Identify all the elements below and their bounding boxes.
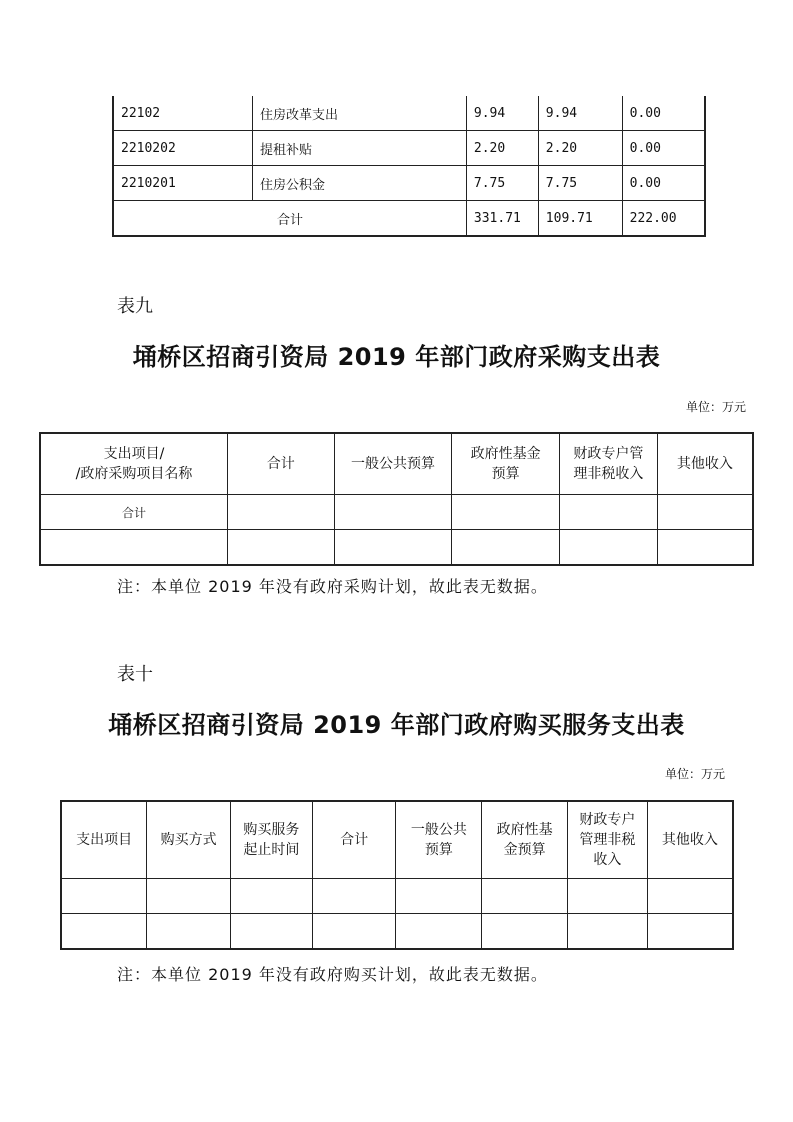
header-general-budget: 一般公共 预算 bbox=[396, 801, 482, 879]
table-row bbox=[113, 131, 705, 166]
section10-note: 注：本单位 2019 年没有政府购买计划，故此表无数据。 bbox=[117, 965, 548, 984]
empty-row bbox=[61, 914, 733, 950]
section10-label: 表十 bbox=[117, 664, 153, 685]
basic-cell: 2.20 bbox=[538, 131, 622, 166]
total-row bbox=[113, 201, 705, 237]
header-special-account: 财政专户 管理非税 收入 bbox=[567, 801, 647, 879]
table-row bbox=[113, 96, 705, 131]
total-row bbox=[40, 495, 753, 530]
basic-cell: 7.75 bbox=[538, 166, 622, 201]
project-cell: 0.00 bbox=[622, 131, 705, 166]
code-cell: 22102 bbox=[113, 96, 253, 131]
header-other-income: 其他收入 bbox=[657, 433, 753, 495]
total-cell: 7.75 bbox=[466, 166, 538, 201]
section9-label: 表九 bbox=[117, 296, 153, 317]
project-cell: 0.00 bbox=[622, 96, 705, 131]
header-special-account: 财政专户管 理非税收入 bbox=[559, 433, 657, 495]
total-cell: 2.20 bbox=[466, 131, 538, 166]
empty-row bbox=[40, 530, 753, 566]
basic-cell: 109.71 bbox=[538, 201, 622, 237]
header-row bbox=[40, 433, 753, 495]
project-cell: 222.00 bbox=[622, 201, 705, 237]
header-period: 购买服务 起止时间 bbox=[230, 801, 312, 879]
header-general-budget: 一般公共预算 bbox=[334, 433, 452, 495]
name-cell: 住房公积金 bbox=[253, 166, 467, 201]
header-method: 购买方式 bbox=[147, 801, 231, 879]
header-item: 支出项目 bbox=[61, 801, 147, 879]
name-cell: 提租补贴 bbox=[253, 131, 467, 166]
name-cell: 住房改革支出 bbox=[253, 96, 467, 131]
code-cell: 2210201 bbox=[113, 166, 253, 201]
expenditure-table-continued bbox=[112, 96, 706, 237]
project-cell: 0.00 bbox=[622, 166, 705, 201]
header-row bbox=[61, 801, 733, 879]
section9-unit: 单位：万元 bbox=[685, 400, 746, 414]
section10-title: 埇桥区招商引资局 2019 年部门政府购买服务支出表 bbox=[108, 711, 685, 739]
basic-cell: 9.94 bbox=[538, 96, 622, 131]
total-cell: 9.94 bbox=[466, 96, 538, 131]
header-other-income: 其他收入 bbox=[647, 801, 733, 879]
header-fund-budget: 政府性基金 预算 bbox=[452, 433, 560, 495]
code-cell: 2210202 bbox=[113, 131, 253, 166]
total-label: 合计 bbox=[113, 201, 466, 237]
header-item-name: 支出项目/ /政府采购项目名称 bbox=[40, 433, 227, 495]
header-total: 合计 bbox=[227, 433, 334, 495]
service-purchase-table bbox=[60, 800, 734, 950]
section9-note: 注：本单位 2019 年没有政府采购计划，故此表无数据。 bbox=[117, 577, 548, 596]
empty-row bbox=[61, 879, 733, 914]
total-cell: 331.71 bbox=[466, 201, 538, 237]
table-row bbox=[113, 166, 705, 201]
section9-title: 埇桥区招商引资局 2019 年部门政府采购支出表 bbox=[132, 343, 661, 371]
total-label: 合计 bbox=[40, 495, 227, 530]
section10-unit: 单位：万元 bbox=[664, 767, 725, 781]
header-total: 合计 bbox=[312, 801, 396, 879]
header-fund-budget: 政府性基 金预算 bbox=[482, 801, 568, 879]
procurement-table bbox=[39, 432, 754, 566]
